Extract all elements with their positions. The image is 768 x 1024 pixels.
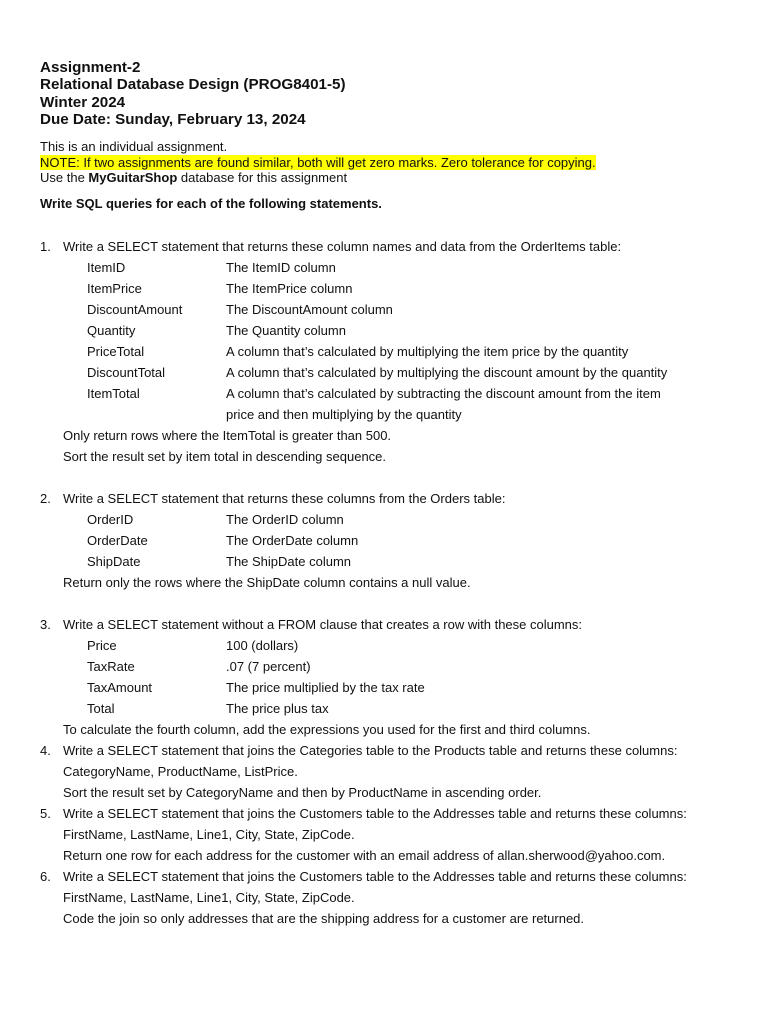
question-condition: Code the join so only addresses that are the shipping address for a customer are returned.	[63, 911, 585, 926]
column-description-continued: price and then multiplying by the quantity	[226, 407, 462, 422]
column-name: DiscountTotal	[87, 365, 166, 380]
column-description: The ShipDate column	[226, 554, 352, 569]
column-name: ItemPrice	[87, 281, 142, 296]
column-description: The ItemPrice column	[226, 281, 353, 296]
question-sort: Sort the result set by item total in descending sequence.	[63, 449, 387, 464]
intro-section	[40, 139, 596, 186]
question-number: 1.	[40, 239, 51, 254]
column-name: PriceTotal	[87, 344, 145, 359]
column-name: ItemTotal	[87, 386, 140, 401]
question-text: Write a SELECT statement that returns these columns from the Orders table:	[63, 491, 506, 506]
question-text: Write a SELECT statement that joins the Customers table to the Addresses table and returns these columns:	[63, 869, 687, 884]
question-number: 4.	[40, 743, 51, 758]
column-name: OrderID	[87, 512, 134, 527]
column-name: Quantity	[87, 323, 136, 338]
column-description: The DiscountAmount column	[226, 302, 393, 317]
intro-line: This is an individual assignment.	[40, 139, 228, 154]
column-description: A column that’s calculated by multiplying the item price by the quantity	[226, 344, 629, 359]
question-number: 5.	[40, 806, 51, 821]
column-description: The OrderID column	[226, 512, 344, 527]
question-number: 2.	[40, 491, 51, 506]
column-name: Price	[87, 638, 117, 653]
column-name: TaxAmount	[87, 680, 153, 695]
column-name: ShipDate	[87, 554, 141, 569]
instruction-heading: Write SQL queries for each of the following statements.	[40, 196, 382, 211]
column-description: A column that’s calculated by multiplying the discount amount by the quantity	[226, 365, 668, 380]
question-text: Write a SELECT statement that returns these column names and data from the OrderItems table:	[63, 239, 622, 254]
database-prefix: Use the	[40, 170, 89, 186]
column-name: DiscountAmount	[87, 302, 183, 317]
database-line	[40, 170, 596, 186]
column-description: 100 (dollars)	[226, 638, 299, 653]
question-sort: Sort the result set by CategoryName and then by ProductName in ascending order.	[63, 785, 542, 800]
question-note: To calculate the fourth column, add the expressions you used for the first and third columns.	[63, 722, 591, 737]
copying-note: NOTE: If two assignments are found similar, both will get zero marks. Zero tolerance for copying.	[40, 154, 596, 170]
question-text: Write a SELECT statement without a FROM clause that creates a row with these columns:	[63, 617, 583, 632]
column-description: The OrderDate column	[226, 533, 359, 548]
column-description: The Quantity column	[226, 323, 346, 338]
column-description: .07 (7 percent)	[226, 659, 311, 674]
question-text: Write a SELECT statement that joins the Categories table to the Products table and returns these columns:	[63, 743, 678, 758]
assignment-title: Assignment-2	[40, 59, 141, 76]
database-suffix: database for this assignment	[177, 170, 348, 186]
column-description: A column that’s calculated by subtracting the discount amount from the item	[226, 386, 661, 401]
question-columns: FirstName, LastName, Line1, City, State, ZipCode.	[63, 827, 355, 842]
question-number: 6.	[40, 869, 51, 884]
question-condition: Return only the rows where the ShipDate column contains a null value.	[63, 575, 471, 590]
question-columns: FirstName, LastName, Line1, City, State, ZipCode.	[63, 890, 355, 905]
question-condition: Return one row for each address for the customer with an email address of allan.sherwood@yahoo.com.	[63, 848, 666, 863]
question-condition: Only return rows where the ItemTotal is greater than 500.	[63, 428, 392, 443]
term-title: Winter 2024	[40, 93, 126, 111]
column-description: The price plus tax	[226, 701, 329, 716]
column-name: Total	[87, 701, 115, 716]
column-description: The ItemID column	[226, 260, 336, 275]
database-name: MyGuitarShop	[88, 170, 178, 186]
column-name: TaxRate	[87, 659, 135, 674]
column-name: ItemID	[87, 260, 126, 275]
question-columns: CategoryName, ProductName, ListPrice.	[63, 764, 298, 779]
column-name: OrderDate	[87, 533, 148, 548]
document-header	[40, 59, 346, 128]
question-number: 3.	[40, 617, 51, 632]
due-date: Due Date: Sunday, February 13, 2024	[40, 110, 306, 128]
course-title: Relational Database Design (PROG8401-5)	[40, 76, 346, 94]
column-description: The price multiplied by the tax rate	[226, 680, 425, 695]
question-text: Write a SELECT statement that joins the Customers table to the Addresses table and returns these columns:	[63, 806, 687, 821]
